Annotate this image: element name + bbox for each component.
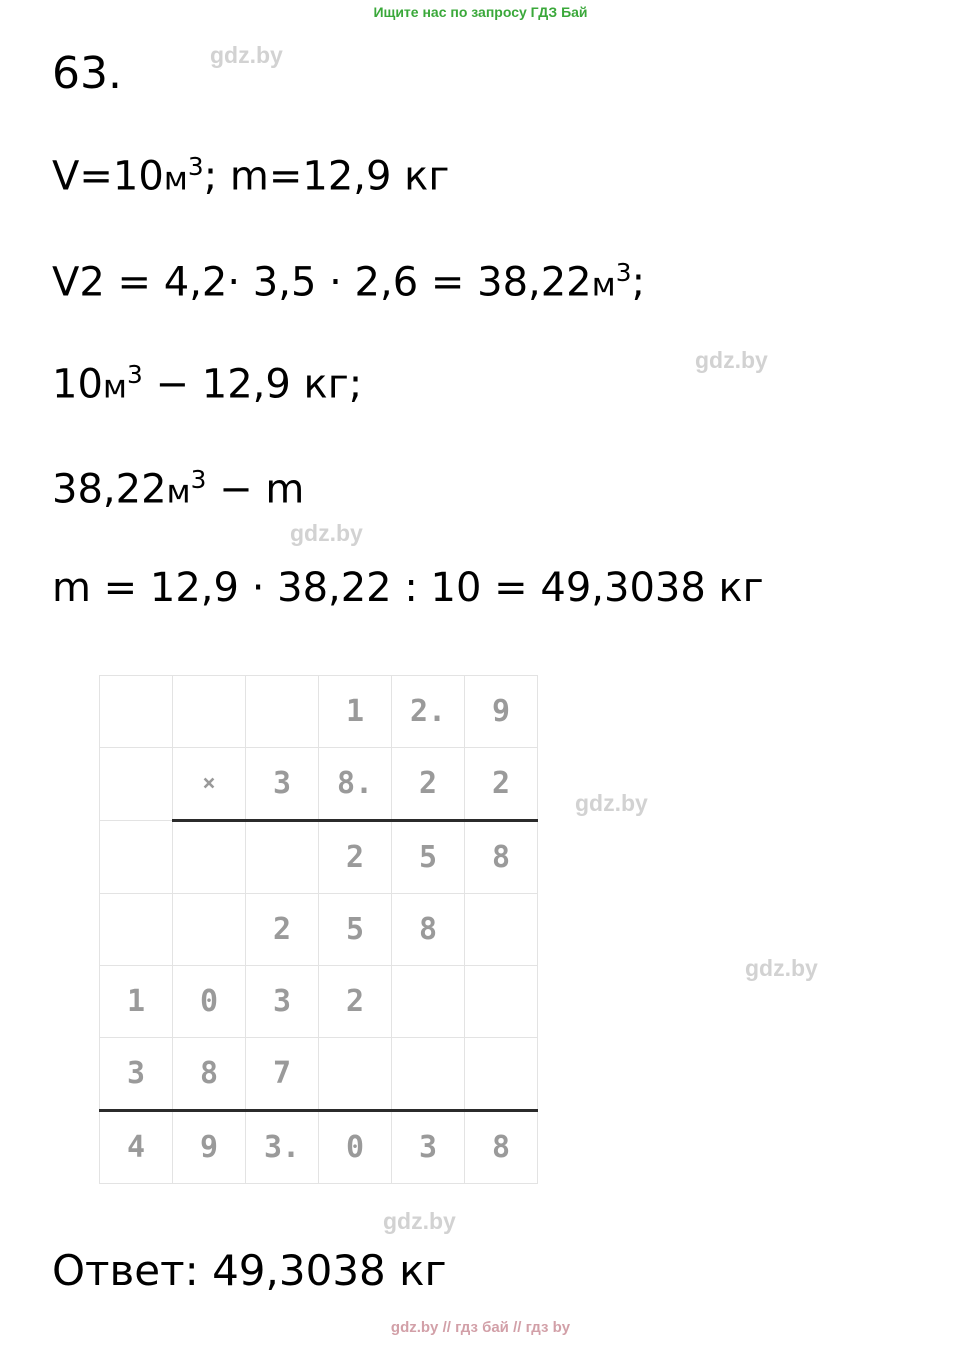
watermark: gdz.by	[210, 42, 283, 68]
table-row	[100, 966, 538, 1038]
cell: 0	[319, 1111, 392, 1184]
table-row	[100, 821, 538, 894]
exponent: 3	[615, 258, 632, 287]
cell	[465, 894, 538, 966]
given-mass-label: ; m=12,9 кг	[203, 153, 450, 200]
cell: 1	[319, 676, 392, 748]
cell: 1	[100, 966, 173, 1038]
cell	[173, 676, 246, 748]
cell: 2	[319, 966, 392, 1038]
given-values-line	[52, 152, 449, 199]
proportion-volume-2: 38,22	[52, 466, 167, 513]
cell: 3	[392, 1111, 465, 1184]
site-promo-banner: Ищите нас по запросу ГДЗ Бай	[373, 4, 588, 20]
watermark: gdz.by	[383, 1208, 456, 1234]
answer-line: Ответ: 49,3038 кг	[52, 1246, 447, 1295]
volume-expression: V2 = 4,2· 3,5 · 2,6 = 38,22	[52, 259, 592, 306]
exponent: 3	[190, 465, 207, 494]
cell: 7	[246, 1038, 319, 1111]
unit-meters: м	[166, 472, 191, 511]
unit-meters: м	[163, 159, 188, 198]
semicolon: ;	[631, 259, 646, 306]
proportion-mass-1: − 12,9 кг;	[142, 361, 363, 408]
cell	[246, 821, 319, 894]
cell: 3	[246, 748, 319, 821]
cell	[319, 1038, 392, 1111]
table-row	[100, 748, 538, 821]
cell	[100, 894, 173, 966]
watermark: gdz.by	[695, 347, 768, 373]
proportion-volume-1: 10	[52, 361, 103, 408]
cell	[100, 748, 173, 821]
exponent: 3	[127, 360, 143, 389]
given-volume-label: V=10	[52, 153, 164, 200]
multiply-operator: ×	[173, 748, 246, 821]
proportion-line-2	[52, 465, 304, 512]
cell: 2.	[392, 676, 465, 748]
exponent: 3	[187, 152, 204, 181]
task-number: 63.	[52, 48, 122, 99]
cell: 8	[173, 1038, 246, 1111]
cell: 3.	[246, 1111, 319, 1184]
cell: 8.	[319, 748, 392, 821]
proportion-mass-2: − m	[206, 466, 305, 513]
mass-result-line: m = 12,9 · 38,22 : 10 = 49,3038 кг	[52, 565, 764, 611]
cell: 5	[319, 894, 392, 966]
page-footer: gdz.by // гдз бай // гдз by	[390, 1319, 571, 1336]
table-row	[100, 676, 538, 748]
cell: 2	[319, 821, 392, 894]
cell: 8	[392, 894, 465, 966]
cell: 9	[173, 1111, 246, 1184]
cell	[173, 821, 246, 894]
cell: 8	[465, 821, 538, 894]
cell	[100, 821, 173, 894]
cell: 8	[465, 1111, 538, 1184]
cell	[392, 1038, 465, 1111]
cell	[173, 894, 246, 966]
cell	[465, 1038, 538, 1111]
cell: 0	[173, 966, 246, 1038]
cell: 3	[100, 1038, 173, 1111]
cell: 4	[100, 1111, 173, 1184]
cell: 9	[465, 676, 538, 748]
cell: 2	[465, 748, 538, 821]
cell: 2	[392, 748, 465, 821]
cell	[100, 676, 173, 748]
cell: 3	[246, 966, 319, 1038]
table-row	[100, 1038, 538, 1111]
cell	[246, 676, 319, 748]
cell: 2	[246, 894, 319, 966]
long-multiplication-grid	[99, 675, 538, 1184]
volume-calculation-line	[52, 258, 645, 305]
watermark: gdz.by	[290, 520, 363, 546]
unit-meters: м	[102, 367, 128, 406]
proportion-line-1	[52, 360, 362, 407]
cell: 5	[392, 821, 465, 894]
unit-meters: м	[591, 265, 616, 304]
watermark: gdz.by	[575, 790, 648, 816]
cell	[465, 966, 538, 1038]
cell	[392, 966, 465, 1038]
watermark: gdz.by	[745, 955, 818, 981]
table-row	[100, 894, 538, 966]
table-row-total	[100, 1111, 538, 1184]
